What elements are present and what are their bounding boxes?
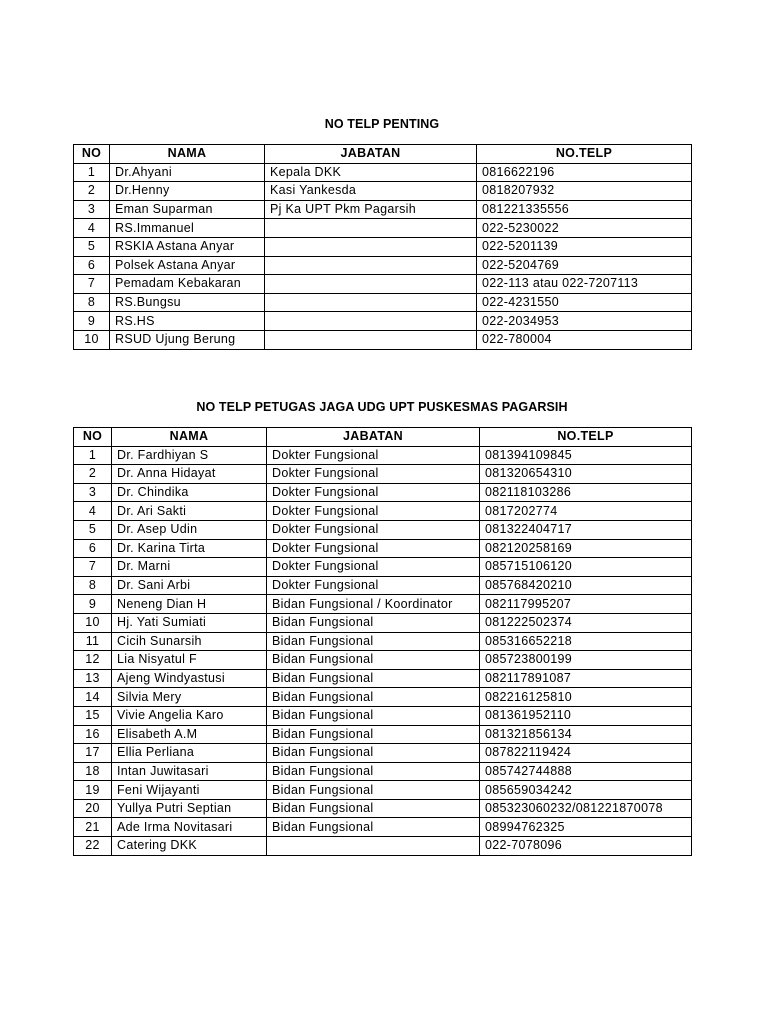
header-nama: NAMA xyxy=(110,145,265,164)
cell-no: 14 xyxy=(74,688,112,707)
cell-jabatan: Bidan Fungsional xyxy=(267,781,480,800)
cell-nama: Dr. Sani Arbi xyxy=(112,576,267,595)
cell-no: 22 xyxy=(74,837,112,856)
table-row xyxy=(74,312,692,331)
cell-no: 20 xyxy=(74,799,112,818)
table-row xyxy=(74,744,692,763)
cell-telp: 022-780004 xyxy=(477,330,692,349)
cell-no: 4 xyxy=(74,219,110,238)
cell-nama: Feni Wijayanti xyxy=(112,781,267,800)
table-row xyxy=(74,651,692,670)
table-row xyxy=(74,799,692,818)
cell-no: 11 xyxy=(74,632,112,651)
cell-telp: 0817202774 xyxy=(480,502,692,521)
cell-jabatan xyxy=(265,237,477,256)
cell-jabatan xyxy=(265,293,477,312)
table-row xyxy=(74,330,692,349)
cell-no: 3 xyxy=(74,200,110,219)
cell-no: 15 xyxy=(74,706,112,725)
table-row xyxy=(74,293,692,312)
cell-nama: Ajeng Windyastusi xyxy=(112,669,267,688)
cell-telp: 082117995207 xyxy=(480,595,692,614)
cell-telp: 022-5204769 xyxy=(477,256,692,275)
table-row xyxy=(74,520,692,539)
cell-no: 5 xyxy=(74,237,110,256)
cell-jabatan: Dokter Fungsional xyxy=(267,465,480,484)
cell-no: 10 xyxy=(74,613,112,632)
important-phones-table xyxy=(73,144,692,350)
cell-jabatan xyxy=(265,256,477,275)
cell-telp: 081320654310 xyxy=(480,465,692,484)
cell-no: 12 xyxy=(74,651,112,670)
cell-nama: Dr. Anna Hidayat xyxy=(112,465,267,484)
cell-telp: 082117891087 xyxy=(480,669,692,688)
table-row xyxy=(74,483,692,502)
cell-jabatan: Dokter Fungsional xyxy=(267,502,480,521)
cell-nama: Elisabeth A.M xyxy=(112,725,267,744)
cell-telp: 082118103286 xyxy=(480,483,692,502)
table-row xyxy=(74,256,692,275)
table-row xyxy=(74,688,692,707)
cell-jabatan: Bidan Fungsional xyxy=(267,818,480,837)
table-header-row xyxy=(74,428,692,447)
cell-nama: Polsek Astana Anyar xyxy=(110,256,265,275)
cell-nama: Dr. Marni xyxy=(112,558,267,577)
cell-nama: Catering DKK xyxy=(112,837,267,856)
cell-jabatan: Pj Ka UPT Pkm Pagarsih xyxy=(265,200,477,219)
cell-nama: Intan Juwitasari xyxy=(112,762,267,781)
table-row xyxy=(74,200,692,219)
cell-nama: Ade Irma Novitasari xyxy=(112,818,267,837)
cell-no: 8 xyxy=(74,293,110,312)
cell-no: 8 xyxy=(74,576,112,595)
table-row xyxy=(74,725,692,744)
cell-telp: 082120258169 xyxy=(480,539,692,558)
header-no: NO xyxy=(74,145,110,164)
cell-no: 2 xyxy=(74,465,112,484)
cell-no: 3 xyxy=(74,483,112,502)
cell-jabatan: Bidan Fungsional / Koordinator xyxy=(267,595,480,614)
table-header-row xyxy=(74,145,692,164)
header-telp: NO.TELP xyxy=(480,428,692,447)
cell-telp: 081394109845 xyxy=(480,446,692,465)
cell-telp: 081361952110 xyxy=(480,706,692,725)
cell-no: 6 xyxy=(74,256,110,275)
table-row xyxy=(74,669,692,688)
cell-no: 1 xyxy=(74,446,112,465)
table-row xyxy=(74,163,692,182)
section2-title: NO TELP PETUGAS JAGA UDG UPT PUSKESMAS PAGARSIH xyxy=(196,400,568,414)
table-row xyxy=(74,502,692,521)
table-row xyxy=(74,837,692,856)
header-nama: NAMA xyxy=(112,428,267,447)
cell-no: 1 xyxy=(74,163,110,182)
cell-telp: 085742744888 xyxy=(480,762,692,781)
table-row xyxy=(74,818,692,837)
cell-nama: RS.Immanuel xyxy=(110,219,265,238)
cell-no: 21 xyxy=(74,818,112,837)
cell-telp: 022-2034953 xyxy=(477,312,692,331)
cell-nama: Neneng Dian H xyxy=(112,595,267,614)
table-row xyxy=(74,632,692,651)
cell-telp: 081321856134 xyxy=(480,725,692,744)
cell-jabatan: Bidan Fungsional xyxy=(267,799,480,818)
cell-no: 2 xyxy=(74,182,110,201)
cell-no: 16 xyxy=(74,725,112,744)
cell-jabatan: Kepala DKK xyxy=(265,163,477,182)
table-row xyxy=(74,613,692,632)
cell-nama: Eman Suparman xyxy=(110,200,265,219)
cell-nama: Lia Nisyatul F xyxy=(112,651,267,670)
cell-no: 4 xyxy=(74,502,112,521)
table-row xyxy=(74,182,692,201)
cell-telp: 0816622196 xyxy=(477,163,692,182)
cell-jabatan: Kasi Yankesda xyxy=(265,182,477,201)
cell-no: 6 xyxy=(74,539,112,558)
cell-telp: 085323060232/081221870078 xyxy=(480,799,692,818)
cell-jabatan: Dokter Fungsional xyxy=(267,576,480,595)
cell-jabatan: Bidan Fungsional xyxy=(267,688,480,707)
header-telp: NO.TELP xyxy=(477,145,692,164)
cell-nama: Pemadam Kebakaran xyxy=(110,275,265,294)
table-row xyxy=(74,781,692,800)
cell-jabatan: Dokter Fungsional xyxy=(267,539,480,558)
cell-nama: Ellia Perliana xyxy=(112,744,267,763)
table-row xyxy=(74,539,692,558)
header-jabatan: JABATAN xyxy=(267,428,480,447)
cell-no: 9 xyxy=(74,595,112,614)
cell-no: 10 xyxy=(74,330,110,349)
cell-jabatan xyxy=(267,837,480,856)
cell-nama: Cicih Sunarsih xyxy=(112,632,267,651)
cell-jabatan: Bidan Fungsional xyxy=(267,762,480,781)
cell-nama: Dr. Ari Sakti xyxy=(112,502,267,521)
cell-jabatan: Bidan Fungsional xyxy=(267,725,480,744)
cell-telp: 087822119424 xyxy=(480,744,692,763)
cell-jabatan: Bidan Fungsional xyxy=(267,706,480,725)
section1-title: NO TELP PENTING xyxy=(324,117,440,131)
table-row xyxy=(74,237,692,256)
cell-telp: 022-4231550 xyxy=(477,293,692,312)
cell-telp: 0818207932 xyxy=(477,182,692,201)
cell-telp: 085659034242 xyxy=(480,781,692,800)
table-row xyxy=(74,595,692,614)
table-row xyxy=(74,576,692,595)
cell-jabatan: Dokter Fungsional xyxy=(267,558,480,577)
cell-nama: Dr. Chindika xyxy=(112,483,267,502)
cell-jabatan: Dokter Fungsional xyxy=(267,483,480,502)
cell-no: 13 xyxy=(74,669,112,688)
header-no: NO xyxy=(74,428,112,447)
cell-nama: RS.HS xyxy=(110,312,265,331)
cell-no: 18 xyxy=(74,762,112,781)
table-row xyxy=(74,219,692,238)
table-row xyxy=(74,558,692,577)
cell-nama: Dr.Ahyani xyxy=(110,163,265,182)
cell-telp: 022-113 atau 022-7207113 xyxy=(477,275,692,294)
cell-jabatan xyxy=(265,312,477,331)
header-jabatan: JABATAN xyxy=(265,145,477,164)
cell-nama: Vivie Angelia Karo xyxy=(112,706,267,725)
cell-no: 19 xyxy=(74,781,112,800)
duty-staff-phones-table xyxy=(73,427,692,856)
cell-telp: 082216125810 xyxy=(480,688,692,707)
cell-nama: Hj. Yati Sumiati xyxy=(112,613,267,632)
cell-nama: Silvia Mery xyxy=(112,688,267,707)
table-row xyxy=(74,465,692,484)
cell-telp: 081322404717 xyxy=(480,520,692,539)
cell-jabatan: Bidan Fungsional xyxy=(267,651,480,670)
cell-nama: Dr. Asep Udin xyxy=(112,520,267,539)
cell-no: 5 xyxy=(74,520,112,539)
cell-nama: Yullya Putri Septian xyxy=(112,799,267,818)
cell-jabatan xyxy=(265,219,477,238)
cell-no: 9 xyxy=(74,312,110,331)
cell-nama: Dr. Fardhiyan S xyxy=(112,446,267,465)
table-row xyxy=(74,275,692,294)
cell-no: 7 xyxy=(74,558,112,577)
cell-jabatan: Dokter Fungsional xyxy=(267,446,480,465)
cell-nama: RSKIA Astana Anyar xyxy=(110,237,265,256)
cell-telp: 085723800199 xyxy=(480,651,692,670)
table-row xyxy=(74,762,692,781)
cell-no: 7 xyxy=(74,275,110,294)
cell-jabatan: Bidan Fungsional xyxy=(267,744,480,763)
cell-jabatan: Bidan Fungsional xyxy=(267,669,480,688)
cell-jabatan: Bidan Fungsional xyxy=(267,613,480,632)
cell-telp: 085768420210 xyxy=(480,576,692,595)
cell-telp: 081221335556 xyxy=(477,200,692,219)
cell-telp: 08994762325 xyxy=(480,818,692,837)
cell-telp: 081222502374 xyxy=(480,613,692,632)
cell-telp: 085715106120 xyxy=(480,558,692,577)
cell-telp: 085316652218 xyxy=(480,632,692,651)
cell-nama: RSUD Ujung Berung xyxy=(110,330,265,349)
table-row xyxy=(74,706,692,725)
cell-nama: Dr. Karina Tirta xyxy=(112,539,267,558)
cell-telp: 022-7078096 xyxy=(480,837,692,856)
cell-jabatan xyxy=(265,275,477,294)
cell-nama: RS.Bungsu xyxy=(110,293,265,312)
cell-jabatan: Dokter Fungsional xyxy=(267,520,480,539)
cell-no: 17 xyxy=(74,744,112,763)
cell-nama: Dr.Henny xyxy=(110,182,265,201)
cell-jabatan xyxy=(265,330,477,349)
cell-telp: 022-5201139 xyxy=(477,237,692,256)
cell-jabatan: Bidan Fungsional xyxy=(267,632,480,651)
table-row xyxy=(74,446,692,465)
cell-telp: 022-5230022 xyxy=(477,219,692,238)
